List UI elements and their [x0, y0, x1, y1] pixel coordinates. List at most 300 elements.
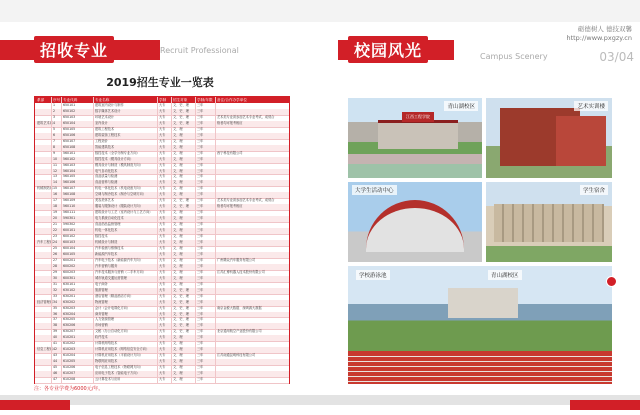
table-cell: 24	[53, 240, 58, 245]
table-cell: 560101	[63, 150, 76, 155]
column-divider	[195, 97, 196, 383]
table-cell: 46	[53, 371, 58, 376]
table-cell: 大专	[159, 210, 166, 215]
table-cell: 文、史、理	[173, 323, 189, 328]
table-cell: 格者均可报考相应	[217, 120, 243, 125]
table-cell: 大专	[159, 323, 166, 328]
table-cell: 美容美体艺术	[95, 198, 115, 203]
table-cell: 大专	[159, 234, 166, 239]
table-cell: 45	[53, 365, 58, 370]
table-cell: 560104	[63, 168, 76, 173]
website: http://www.pxgzy.cn	[566, 34, 632, 42]
table-cell: 空调与制冷技术（制冷与空调方向）	[95, 192, 146, 197]
table-cell: 文、理	[173, 156, 183, 161]
table-cell: 大专	[159, 251, 166, 256]
table-cell: 三年	[197, 269, 204, 274]
table-cell: 文、史、理	[173, 293, 189, 298]
table-cell: 大专	[159, 204, 166, 209]
table-cell: 大专	[159, 120, 166, 125]
table-cell: 大专	[159, 198, 166, 203]
table-cell: 艺术类专业须参加艺术专业考试，成绩合	[217, 114, 275, 119]
table-cell: 文、史、理	[173, 120, 189, 125]
dorm-building	[494, 204, 604, 242]
table-cell: 三年	[197, 126, 204, 131]
table-cell: 新能源汽车技术	[95, 251, 118, 256]
table-cell: 三年	[197, 347, 204, 352]
table-cell: 13	[53, 174, 58, 179]
table-cell: 600202	[63, 263, 76, 268]
table-cell: 600203	[63, 269, 76, 274]
table-cell: 14	[53, 180, 58, 185]
table-cell: 33	[53, 293, 58, 298]
header-cell: 系部	[37, 98, 45, 102]
table-cell: 43	[53, 353, 58, 358]
table-cell: 大专	[159, 216, 166, 221]
table-cell: 环境艺术设计	[95, 114, 115, 119]
table-cell: 文、理	[173, 192, 183, 197]
column-divider	[215, 97, 216, 383]
table-cell: 三年	[197, 174, 204, 179]
table-cell: 630202	[63, 299, 76, 304]
top-strip	[320, 0, 640, 22]
table-cell: 文、理	[173, 234, 183, 239]
dormitory-photo	[486, 182, 612, 262]
table-cell: 560103	[63, 162, 76, 167]
table-cell: 大专	[159, 162, 166, 167]
table-cell: 大专	[159, 168, 166, 173]
fee-note: 注：各专业学费为6000元/年。	[34, 386, 104, 392]
table-cell: 三年	[197, 108, 204, 113]
table-cell: 650106	[63, 132, 76, 137]
table-cell: 文、理	[173, 162, 183, 167]
table-cell: 11	[53, 162, 58, 167]
table-cell: 北京通用航空产业股份有限公司	[217, 329, 262, 334]
table-cell: 630207	[63, 329, 76, 334]
table-cell: 560105	[63, 174, 76, 179]
running-track	[348, 352, 612, 384]
table-cell: 590302	[63, 222, 76, 227]
table-cell: 三年	[197, 222, 204, 227]
table-cell: 600101	[63, 228, 76, 233]
table-cell: 建筑工程技术	[95, 126, 115, 131]
table-cell: 服装与服饰设计（服装设计方向）	[95, 204, 143, 209]
table-cell: 大专	[159, 275, 166, 280]
table-cell: 36	[53, 311, 58, 316]
table-cell: 三年	[197, 329, 204, 334]
table-cell: 文、理	[173, 263, 183, 268]
table-cell: 大专	[159, 240, 166, 245]
building-sign: 江西工程学院	[402, 112, 434, 122]
table-cell: 建筑设计与工艺（室内设计与工艺方向）	[95, 210, 153, 215]
table-cell: 文、史、理	[173, 329, 189, 334]
table-cell: 文、史、理	[173, 114, 189, 119]
table-cell: 计算机网络技术	[95, 341, 118, 346]
table-cell: 信息工程系	[37, 347, 53, 352]
table-cell: 37	[53, 317, 58, 322]
table-cell: 汽车检测与维修技术	[95, 245, 124, 250]
table-cell: 食品营养与检测	[95, 180, 118, 185]
header-cell: 序号	[53, 98, 61, 102]
table-cell: 三年	[197, 365, 204, 370]
table-cell: 600104	[63, 245, 76, 250]
table-cell: 大专	[159, 174, 166, 179]
table-cell: 大专	[159, 257, 166, 262]
photo-caption: 青山湖校区	[444, 101, 478, 111]
table-cell: 630201	[63, 293, 76, 298]
table-cell: 35	[53, 305, 58, 310]
table-cell: 27	[53, 257, 58, 262]
table-cell: 18	[53, 204, 58, 209]
table-cell: 文、理	[173, 210, 183, 215]
table-cell: 汽车营销与服务	[95, 263, 118, 268]
table-cell: 南京金税大数据、深圳源大数据	[217, 305, 262, 310]
activity-center-photo	[348, 182, 482, 262]
table-cell: 人力资源管理	[95, 317, 115, 322]
column-divider	[157, 97, 158, 383]
table-cell: 大专	[159, 263, 166, 268]
table-cell: 三年	[197, 359, 204, 364]
table-cell: 2	[53, 108, 56, 113]
table-cell: 文、史、理	[173, 287, 189, 292]
table-cell: 47	[53, 377, 58, 382]
table-cell: 经济管理系	[37, 299, 53, 304]
table-cell: 食品药品监督管理	[95, 222, 121, 227]
table-cell: 560110	[63, 204, 76, 209]
table-cell: 大专	[159, 347, 166, 352]
background-building	[448, 288, 518, 318]
table-cell: 计算机应用技术（平面设计方向）	[95, 353, 143, 358]
table-cell: 610202	[63, 341, 76, 346]
table-cell: 建筑装饰工程技术	[95, 132, 121, 137]
table-cell: 文、史、理	[173, 317, 189, 322]
table-cell: 630205	[63, 317, 76, 322]
table-cell: 建筑艺术系	[37, 120, 53, 125]
table-cell: 39	[53, 329, 58, 334]
table-cell: 三年	[197, 192, 204, 197]
table-cell: 15	[53, 186, 58, 191]
table-cell: 10	[53, 156, 58, 161]
table-cell: 电子信息工程技术（物联网方向）	[95, 365, 143, 370]
table-cell: 三年	[197, 299, 204, 304]
table-cell: 600201	[63, 257, 76, 262]
table-cell: 旅游管理	[95, 287, 108, 292]
footer-red-band	[570, 400, 640, 410]
table-cell: 文、理	[173, 138, 183, 143]
table-cell: 560111	[63, 210, 76, 215]
table-cell: 文、理	[173, 222, 183, 227]
table-cell: 文、理	[173, 335, 183, 340]
table-cell: 三年	[197, 120, 204, 125]
table-cell: 文、史、理	[173, 108, 189, 113]
table-cell: 文秘（办公自动化方向）	[95, 329, 131, 334]
table-cell: 610203	[63, 347, 76, 352]
table-cell: 大专	[159, 353, 166, 358]
table-cell: 文、理	[173, 126, 183, 131]
main-building	[378, 120, 458, 149]
table-cell: 16	[53, 192, 58, 197]
table-cell: 建筑室内设计与制作	[95, 103, 124, 107]
table-cell: 文、理	[173, 186, 183, 191]
table-title: 2019招生专业一览表	[106, 76, 214, 89]
table-cell: 三年	[197, 144, 204, 149]
table-cell: 650102	[63, 108, 76, 113]
table-cell: 文、理	[173, 347, 183, 352]
table-cell: 文、史、理	[173, 103, 189, 107]
table-cell: 32	[53, 287, 58, 292]
table-cell: 数控技术（全学分制专业方向）	[95, 150, 140, 155]
table-cell: 江苏汇博机器人技术股份有限公司	[217, 269, 265, 274]
table-cell: 大专	[159, 377, 166, 382]
table-cell: 三年	[197, 263, 204, 268]
sports-field-photo	[348, 266, 612, 384]
art-building-photo	[486, 98, 612, 178]
section-title: 招收专业	[34, 36, 114, 63]
table-cell: 机电一体化技术（机电设备方向）	[95, 186, 143, 191]
photo-caption: 艺术实训楼	[574, 101, 608, 111]
table-cell: 三年	[197, 180, 204, 185]
table-cell: 25	[53, 245, 58, 250]
table-cell: 17	[53, 198, 58, 203]
table-cell: 大专	[159, 299, 166, 304]
table-cell: 610201	[63, 335, 76, 340]
table-cell: 大专	[159, 287, 166, 292]
table-cell: 三年	[197, 228, 204, 233]
table-cell: 大专	[159, 222, 166, 227]
section-subtitle: Recruit Professional	[160, 46, 239, 55]
table-cell: 610208	[63, 377, 76, 382]
table-cell: 大专	[159, 365, 166, 370]
table-cell: 文、史、理	[173, 311, 189, 316]
table-cell: 大专	[159, 180, 166, 185]
table-cell: 模具设计与制造（模具制造方向）	[95, 162, 143, 167]
table-cell: 28	[53, 263, 58, 268]
table-cell: 650103	[63, 114, 76, 119]
table-cell: 文、理	[173, 228, 183, 233]
table-cell: 数字媒体艺术设计	[95, 108, 121, 113]
table-cell: 三年	[197, 156, 204, 161]
header-cell: 专业代码	[63, 98, 78, 102]
table-cell: 文、理	[173, 216, 183, 221]
table-cell: 6	[53, 132, 56, 137]
table-cell: 三年	[197, 186, 204, 191]
table-cell: 三年	[197, 323, 204, 328]
table-cell: 计算机应用技术（网络信息安全方向）	[95, 347, 150, 352]
table-cell: 数控技术	[95, 234, 108, 239]
table-cell: 630101	[63, 281, 76, 286]
table-cell: 电子商务	[95, 281, 108, 286]
table-cell: 9	[53, 150, 56, 155]
table-cell: 文、理	[173, 245, 183, 250]
table-cell: 21	[53, 222, 58, 227]
table-cell: 560106	[63, 180, 76, 185]
column-divider	[171, 97, 172, 383]
table-cell: 600105	[63, 251, 76, 256]
table-cell: 文、理	[173, 132, 183, 137]
table-cell: 文、理	[173, 365, 183, 370]
table-cell: 室内设计	[95, 120, 108, 125]
table-cell: 大专	[159, 108, 166, 113]
table-cell: 44	[53, 359, 58, 364]
table-cell: 西宁科技有限公司	[217, 150, 243, 155]
table-cell: 汽车工程系	[37, 240, 53, 245]
header-cell: 学制	[159, 98, 167, 102]
table-cell: 560102	[63, 156, 76, 161]
table-cell: 12	[53, 168, 58, 173]
table-cell: 文、理	[173, 174, 183, 179]
table-cell: 大专	[159, 245, 166, 250]
table-cell: 三年	[197, 204, 204, 209]
table-cell: 文、理	[173, 281, 183, 286]
section-subtitle: Campus Scenery	[480, 52, 548, 61]
table-cell: 7	[53, 138, 56, 143]
slogan: 砺德树人 德技双馨	[577, 25, 632, 33]
table-cell: 大专	[159, 359, 166, 364]
table-cell: 大专	[159, 150, 166, 155]
table-cell: 610205	[63, 359, 76, 364]
table-cell: 42	[53, 347, 58, 352]
table-cell: 三年	[197, 341, 204, 346]
photo-caption: 大学生活动中心	[352, 185, 397, 195]
right-page	[320, 0, 640, 415]
table-cell: 34	[53, 299, 58, 304]
header-cell: 备注/合作办学单位	[217, 98, 247, 102]
table-cell: 38	[53, 323, 58, 328]
table-cell: 31	[53, 281, 58, 286]
table-cell: 29	[53, 269, 58, 274]
table-cell: 三年	[197, 132, 204, 137]
table-cell: 大专	[159, 311, 166, 316]
table-cell: 三年	[197, 371, 204, 376]
top-strip	[0, 0, 320, 22]
majors-table	[34, 96, 290, 384]
table-cell: 650104	[63, 120, 76, 125]
table-cell: 三年	[197, 216, 204, 221]
table-cell: 8	[53, 144, 56, 149]
table-cell: 630203	[63, 305, 76, 310]
table-cell: 物联网应用技术	[95, 359, 118, 364]
table-cell: 大专	[159, 138, 166, 143]
table-cell: 650101	[63, 103, 76, 107]
column-divider	[61, 97, 62, 383]
table-cell: 三年	[197, 305, 204, 310]
table-cell: 大专	[159, 335, 166, 340]
table-cell: 1	[53, 103, 56, 107]
table-cell: 文、理	[173, 240, 183, 245]
table-cell: 文、史、理	[173, 198, 189, 203]
table-cell: 三年	[197, 234, 204, 239]
table-cell: 数控技术（模具设计方向）	[95, 156, 134, 161]
table-cell: 工程造价	[95, 138, 108, 143]
table-cell: 三年	[197, 275, 204, 280]
table-cell: 590301	[63, 216, 76, 221]
table-cell: 40	[53, 335, 58, 340]
table-cell: 三年	[197, 317, 204, 322]
table-cell: 艺术类专业须参加艺术专业考试，成绩合	[217, 198, 275, 203]
table-cell: 江苏南通昆明科技有限公司	[217, 353, 256, 358]
campus-lake-photo	[348, 98, 482, 178]
table-cell: 机械设计与制造	[95, 240, 118, 245]
table-cell: 大专	[159, 317, 166, 322]
table-cell: 大专	[159, 114, 166, 119]
header-cell: 学制/年限	[197, 98, 213, 102]
table-cell: 560108	[63, 192, 76, 197]
table-cell: 市场营销	[95, 323, 108, 328]
table-cell: 文、理	[173, 353, 183, 358]
table-cell: 商务管理	[95, 311, 108, 316]
table-cell: 三年	[197, 114, 204, 119]
table-cell: 19	[53, 210, 58, 215]
table-cell: 文、史、理	[173, 305, 189, 310]
table-cell: 5	[53, 126, 56, 131]
table-cell: 650105	[63, 126, 76, 131]
table-cell: 文、理	[173, 275, 183, 280]
table-cell: 30	[53, 275, 58, 280]
table-cell: 大专	[159, 371, 166, 376]
page-number: 03/04	[599, 50, 634, 64]
activity-center-building	[366, 200, 464, 252]
table-cell: 城市轨道交通运营管理	[95, 275, 127, 280]
table-cell: 三年	[197, 293, 204, 298]
table-cell: 三年	[197, 210, 204, 215]
table-cell: 文、理	[173, 144, 183, 149]
table-cell: 三年	[197, 162, 204, 167]
table-cell: 三年	[197, 281, 204, 286]
table-cell: 三年	[197, 245, 204, 250]
table-cell: 大专	[159, 281, 166, 286]
table-cell: 大专	[159, 329, 166, 334]
header-cell: 专业名称	[95, 98, 110, 102]
table-cell: 三年	[197, 377, 204, 382]
footer-red-band	[0, 400, 70, 410]
section-title: 校园风光	[348, 36, 428, 63]
table-cell: 应用电子技术（智能电子方向）	[95, 371, 140, 376]
table-cell: 三年	[197, 353, 204, 358]
table-cell: 三年	[197, 251, 204, 256]
table-cell: 大专	[159, 305, 166, 310]
table-cell: 大专	[159, 228, 166, 233]
table-cell: 三年	[197, 168, 204, 173]
table-cell: 三年	[197, 138, 204, 143]
table-cell: 610204	[63, 353, 76, 358]
table-cell: 600301	[63, 275, 76, 280]
table-cell: 物流管理	[95, 299, 108, 304]
table-cell: 汽车电子技术（新能源汽车方向）	[95, 257, 143, 262]
table-cell: 文、理	[173, 269, 183, 274]
table-cell: 3	[53, 114, 56, 119]
table-cell: 560109	[63, 198, 76, 203]
table-cell: 大专	[159, 126, 166, 131]
art-building-wing	[556, 116, 606, 166]
table-cell: 电力系统自动化技术	[95, 216, 124, 221]
table-cell: 文、理	[173, 257, 183, 262]
table-cell: 酒店管理（精品酒店方向）	[95, 293, 134, 298]
column-divider	[93, 97, 94, 383]
table-cell: 云计算技术与应用	[95, 377, 121, 382]
table-cell: 大专	[159, 103, 166, 107]
table-cell: 大专	[159, 132, 166, 137]
table-cell: 三年	[197, 150, 204, 155]
table-cell: 630204	[63, 311, 76, 316]
table-cell: 文、理	[173, 359, 183, 364]
table-cell: 格者均可报考相应	[217, 204, 243, 209]
table-cell: 26	[53, 251, 58, 256]
table-cell: 600103	[63, 240, 76, 245]
table-cell: 文、理	[173, 168, 183, 173]
photo-caption: 学校游泳池	[356, 270, 390, 280]
school-logo	[606, 276, 617, 287]
table-cell: 文、史、理	[173, 299, 189, 304]
table-cell: 大专	[159, 186, 166, 191]
